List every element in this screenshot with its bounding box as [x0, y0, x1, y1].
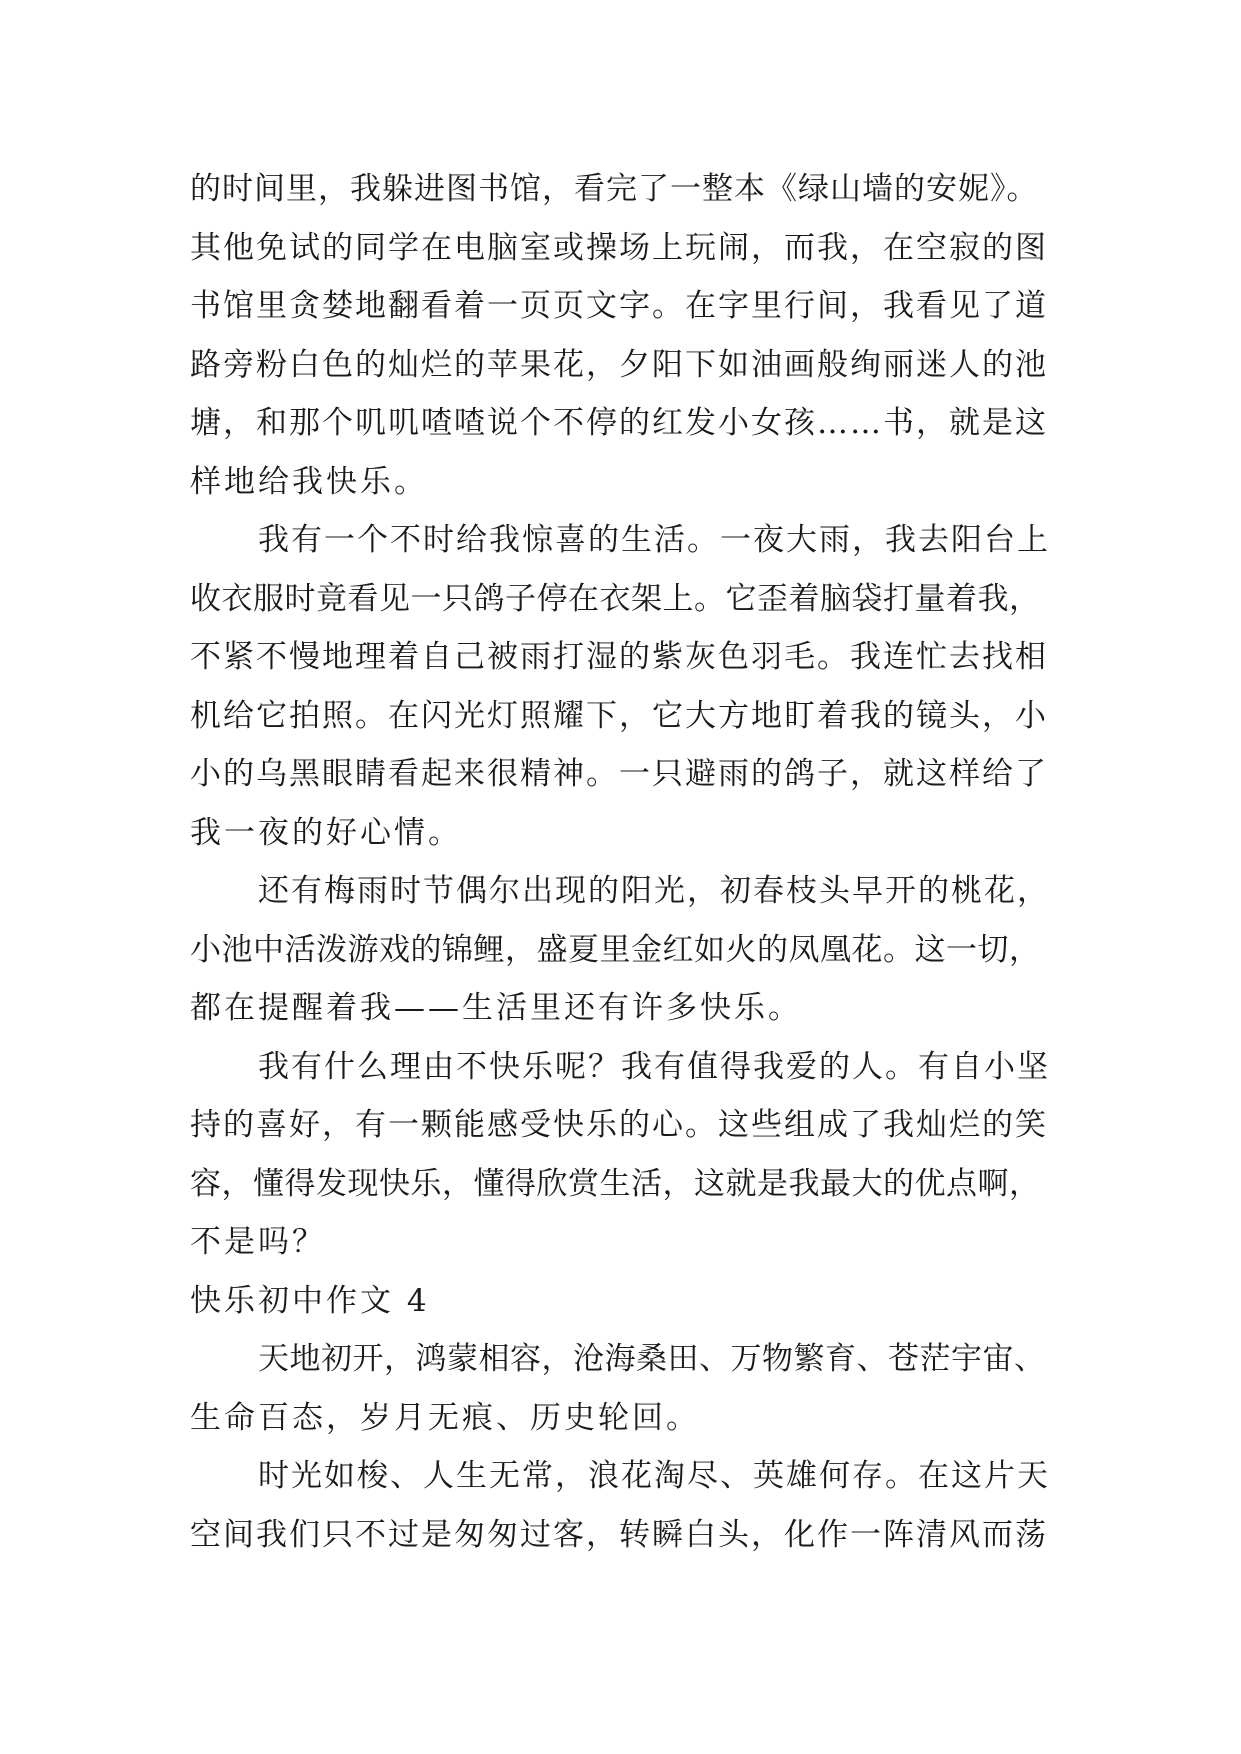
text-line: 我有一个不时给我惊喜的生活。一夜大雨，我去阳台上: [258, 522, 1050, 558]
text-line: 收衣服时竟看见一只鸽子停在衣架上。它歪着脑袋打量着我，: [190, 580, 1041, 617]
text-line: 路旁粉白色的灿烂的苹果花，夕阳下如油画般绚丽迷人的池: [190, 346, 1048, 383]
text-line: 还有梅雨时节偶尔出现的阳光，初春枝头早开的桃花，: [258, 873, 1050, 909]
text-line: 的时间里，我躲进图书馆，看完了一整本《绿山墙的安妮》。: [190, 171, 1039, 207]
text-line: 生命百态，岁月无痕、历史轮回。: [190, 1399, 700, 1436]
text-line: 快乐初中作文 4: [190, 1282, 430, 1319]
text-line: 持的喜好，有一颗能感受快乐的心。这些组成了我灿烂的笑: [190, 1107, 1048, 1143]
text-line: 不紧不慢地理着自己被雨打湿的紫灰色羽毛。我连忙去找相: [190, 639, 1048, 675]
text-line: 天地初开，鸿蒙相容，沧海桑田、万物繁育、苍茫宇宙、: [258, 1341, 1046, 1377]
text-line: 小池中活泼游戏的锦鲤，盛夏里金红如火的凤凰花。这一切，: [190, 931, 1041, 968]
text-line: 其他免试的同学在电脑室或操场上玩闹，而我，在空寂的图: [190, 229, 1048, 266]
text-line: 我一夜的好心情。: [190, 814, 462, 851]
text-line: 机给它拍照。在闪光灯照耀下，它大方地盯着我的镜头，小: [190, 697, 1048, 734]
text-line: 时光如梭、人生无常，浪花淘尽、英雄何存。在这片天: [258, 1458, 1050, 1494]
text-line: 容，懂得发现快乐，懂得欣赏生活，这就是我最大的优点啊，: [190, 1165, 1041, 1202]
text-line: 小的乌黑眼睛看起来很精神。一只避雨的鸽子，就这样给了: [190, 756, 1048, 792]
text-line: 样地给我快乐。: [190, 463, 428, 500]
text-line: 空间我们只不过是匆匆过客，转瞬白头，化作一阵清风而荡: [190, 1516, 1048, 1553]
text-line: 我有什么理由不快乐呢？我有值得我爱的人。有自小坚: [258, 1048, 1050, 1085]
text-line: 不是吗？: [190, 1224, 326, 1260]
text-line: 都在提醒着我——生活里还有许多快乐。: [190, 990, 802, 1026]
text-line: 书馆里贪婪地翻看着一页页文字。在字里行间，我看见了道: [190, 288, 1048, 324]
text-line: 塘，和那个叽叽喳喳说个不停的红发小女孩……书，就是这: [190, 405, 1048, 441]
document-body: [190, 160, 1050, 1564]
